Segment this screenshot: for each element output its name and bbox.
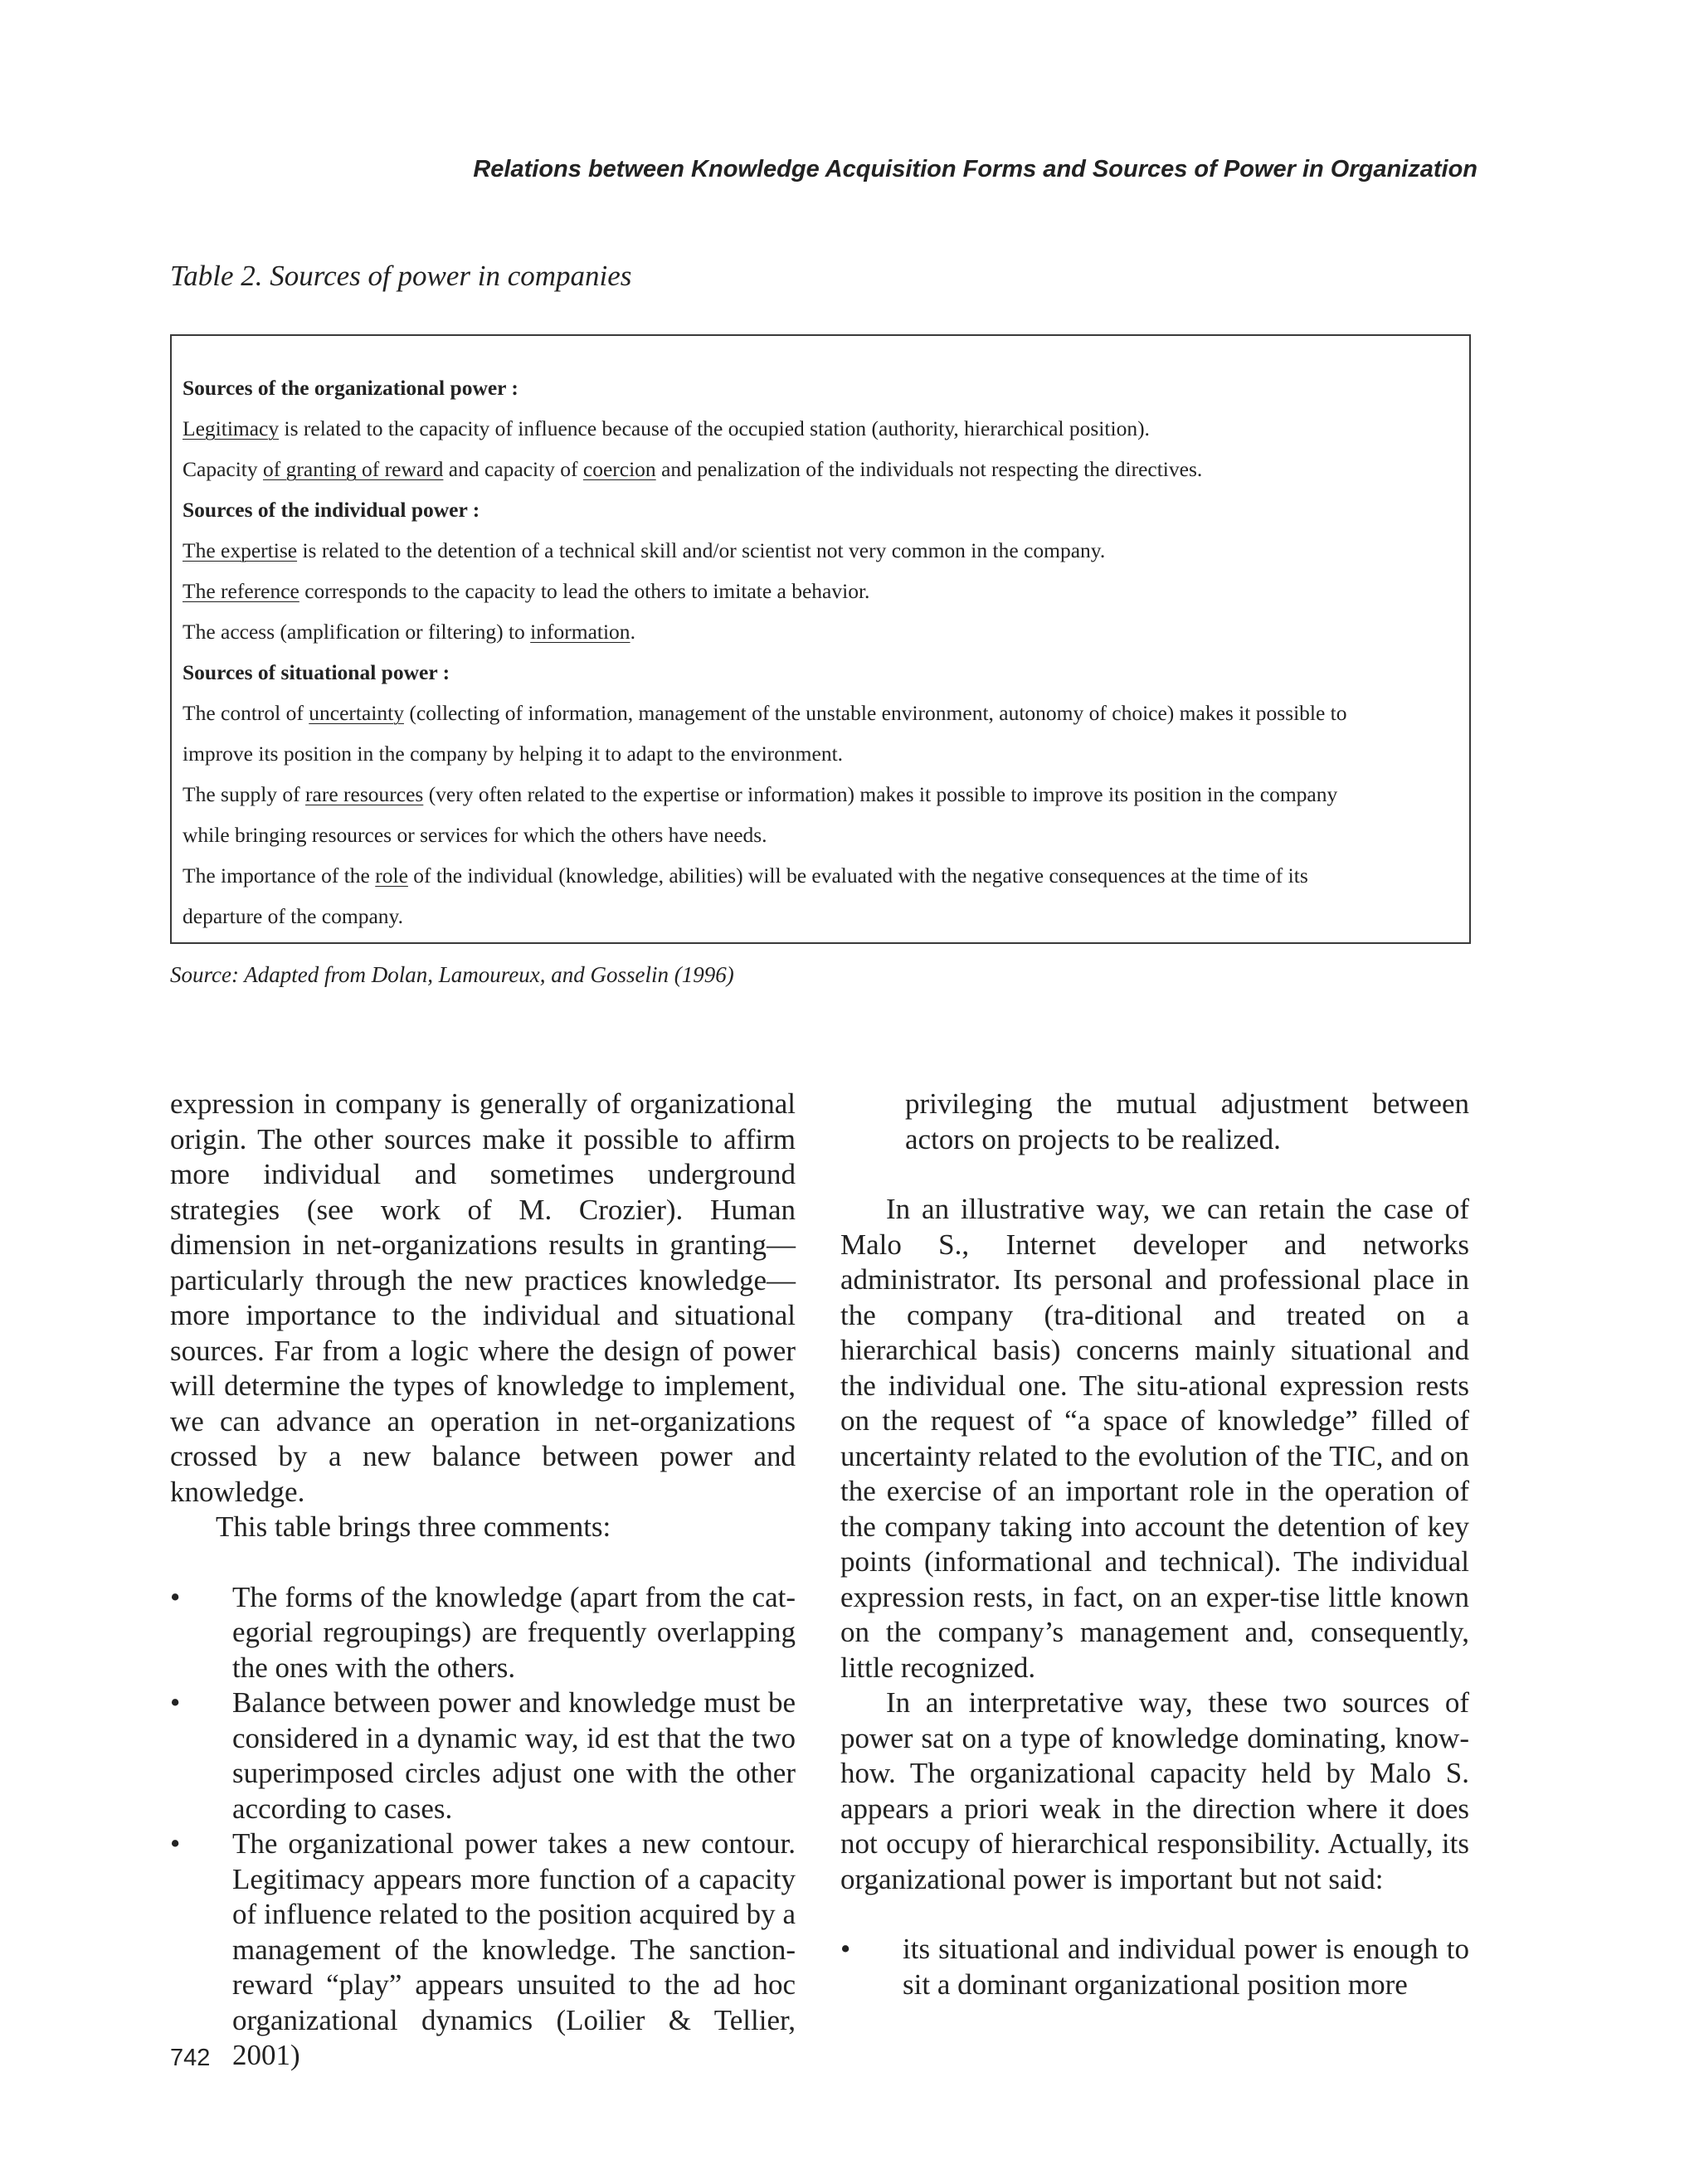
uncertainty-text: (collecting of information, management of the unstable environment, autonomy of choice) makes it possible to xyxy=(403,701,1347,725)
expertise-line xyxy=(183,530,1459,571)
uncertainty-term: uncertainty xyxy=(309,701,404,725)
uncertainty-line xyxy=(183,693,1459,733)
legitimacy-line xyxy=(183,408,1459,449)
information-term: information xyxy=(530,620,630,644)
reward-rest: and penalization of the individuals not respecting the directives. xyxy=(655,457,1203,481)
legitimacy-text: is related to the capacity of influence because of the occupied station (authority, hierarchical position). xyxy=(279,416,1150,440)
situational-power-heading: Sources of situational power : xyxy=(183,660,450,684)
right-column xyxy=(840,1087,1469,2002)
expertise-text: is related to the detention of a technical skill and/or scientist not very common in the company. xyxy=(297,538,1106,562)
coercion-term: coercion xyxy=(582,457,656,481)
information-line xyxy=(183,611,1459,652)
role-text: of the individual (knowledge, abilities) will be evaluated with the negative consequences at the time of its xyxy=(407,863,1308,888)
role-pre: The importance of the xyxy=(183,863,376,888)
individual-power-heading: Sources of the individual power : xyxy=(183,498,480,522)
role-term: role xyxy=(375,863,408,888)
resources-pre: The supply of xyxy=(183,782,306,806)
bullet-text: The forms of the knowledge (apart from the cat-egorial regroupings) are frequently overlapping the ones with the others. xyxy=(232,1580,796,1684)
role-line xyxy=(183,855,1459,896)
bullet-text: its situational and individual power is enough to sit a dominant organizational position more xyxy=(903,1933,1469,2001)
expertise-term: The expertise xyxy=(183,538,298,562)
body-paragraph: expression in company is generally of organizational origin. The other sources make it possible to affirm more individual and sometimes underground strategies (see work of M. Crozier). Human dimension in net-organizations results in granting—particularly through the new practices knowledge—more importance to the individual and situational sources. Far from a logic where the design of power will determine the types of knowledge to implement, we can advance an operation in net-organizations crossed by a new balance between power and knowledge. xyxy=(170,1087,796,1508)
reference-term: The reference xyxy=(183,579,299,603)
power-sources-table xyxy=(170,334,1471,944)
uncertainty-line-2: improve its position in the company by helping it to adapt to the environment. xyxy=(183,742,844,766)
reward-coercion-line xyxy=(183,449,1459,489)
uncertainty-pre: The control of xyxy=(183,701,309,725)
information-pre: The access (amplification or filtering) to xyxy=(183,620,531,644)
resources-line-2: while bringing resources or services for which the others have needs. xyxy=(183,823,767,847)
reward-term: of granting of reward xyxy=(263,457,444,481)
table-source-note: Source: Adapted from Dolan, Lamoureux, and Gosselin (1996) xyxy=(170,962,734,987)
running-head: Relations between Knowledge Acquisition Forms and Sources of Power in Organization xyxy=(473,156,1477,182)
organizational-power-heading: Sources of the organizational power : xyxy=(183,376,518,400)
bullet-mark: • xyxy=(840,1933,851,1965)
resources-line xyxy=(183,774,1459,815)
reference-text: corresponds to the capacity to lead the others to imitate a behavior. xyxy=(299,579,870,603)
table-caption: Table 2. Sources of power in companies xyxy=(170,260,632,292)
bullet-mark: • xyxy=(170,1580,181,1613)
bullet-mark: • xyxy=(170,1686,181,1719)
comment-bullet-1 xyxy=(170,1580,796,1686)
bullet-continuation: privileging the mutual adjustment between actors on projects to be realized. xyxy=(905,1087,1469,1155)
comment-bullet-3 xyxy=(170,1826,796,2074)
page-number: 742 xyxy=(170,2045,211,2071)
reference-line xyxy=(183,571,1459,611)
power-bullet-1 xyxy=(840,1932,1469,2002)
information-rest: . xyxy=(630,620,635,644)
comments-intro: This table brings three comments: xyxy=(216,1510,611,1543)
comment-bullet-2 xyxy=(170,1685,796,1826)
role-line-2: departure of the company. xyxy=(183,904,403,928)
legitimacy-term: Legitimacy xyxy=(183,416,280,440)
reward-mid: and capacity of xyxy=(443,457,583,481)
interpretation-paragraph: In an interpretative way, these two sources of power sat on a type of knowledge dominating, know-how. The organizational capacity held by Malo S. appears a priori weak in the direction where it does not occupy of hierarchical responsibility. Actually, its organizational power is important but not said: xyxy=(840,1686,1469,1895)
bullet-text: The organizational power takes a new contour. Legitimacy appears more function of a capacity of influence related to the position acquired by a management of the knowledge. The sanction-reward “play” appears unsuited to the ad hoc organizational dynamics (Loilier & Tellier, 2001) xyxy=(232,1827,796,2071)
case-paragraph: In an illustrative way, we can retain the case of Malo S., Internet developer and networks administrator. Its personal and professional place in the company (tra-ditional and treated on a hierarchical basis) concerns mainly situational and the individual one. The situ-ational expression rests on the request of “a space of knowledge” filled of uncertainty related to the evolution of the TIC, and on the exercise of an important role in the operation of the company taking into account the detention of key points (informational and technical). The individual expression rests, in fact, on an exper-tise little known on the company’s management and, consequently, little recognized. xyxy=(840,1193,1469,1684)
resources-term: rare resources xyxy=(305,782,424,806)
left-column xyxy=(170,1087,796,2074)
reward-pre: Capacity xyxy=(183,457,264,481)
bullet-mark: • xyxy=(170,1827,181,1860)
resources-text: (very often related to the expertise or information) makes it possible to improve its position in the company xyxy=(423,782,1338,806)
bullet-text: Balance between power and knowledge must be considered in a dynamic way, id est that the two superimposed circles adjust one with the other according to cases. xyxy=(232,1686,796,1825)
